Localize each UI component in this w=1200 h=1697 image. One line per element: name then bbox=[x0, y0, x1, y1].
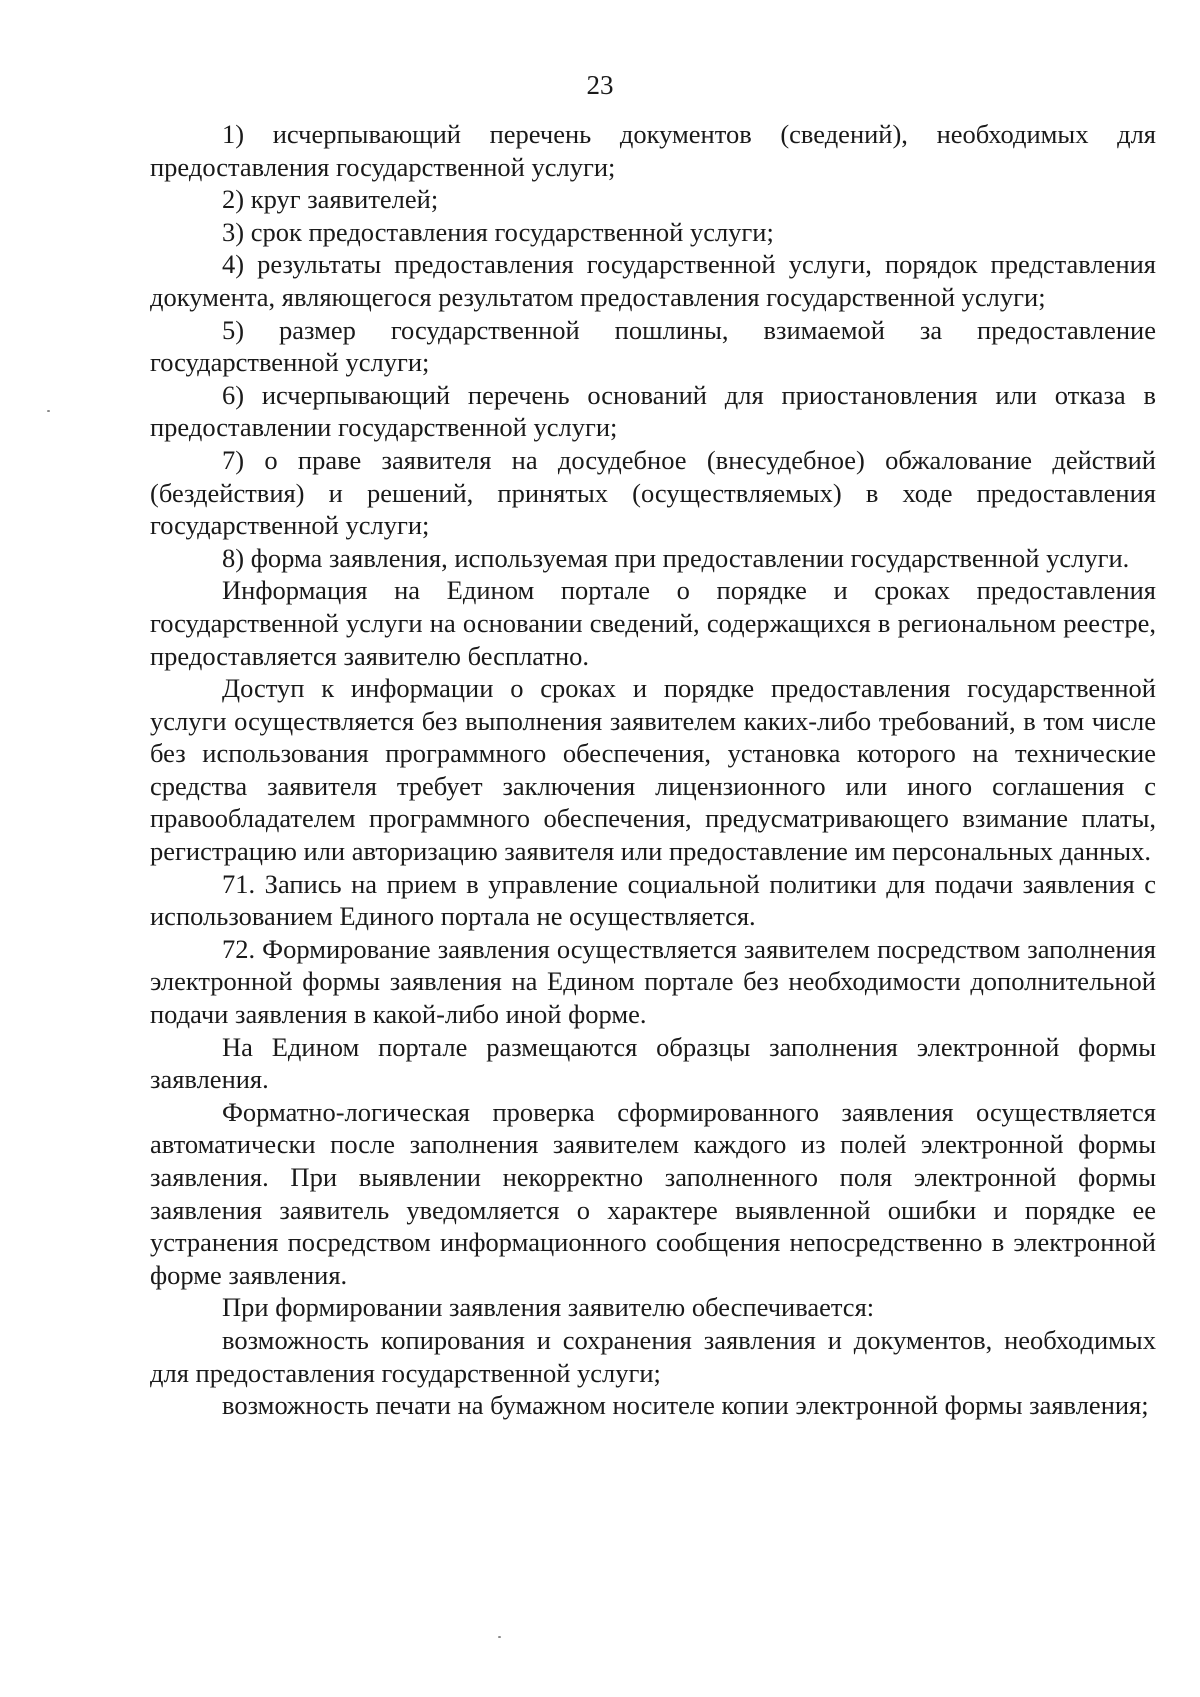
paragraph-item-4: 4) результаты предоставления государственной услуги, порядок представления документа, являющегося результатом предоставления государственной услуги; bbox=[150, 249, 1156, 312]
paragraph-print: возможность печати на бумажном носителе копии электронной формы заявления; bbox=[222, 1390, 1149, 1421]
paragraph-item-1: 1) исчерпывающий перечень документов (сведений), необходимых для предоставления государственной услуги; bbox=[150, 119, 1156, 182]
paragraph-format-check: Форматно-логическая проверка сформированного заявления осуществляется автоматически после заполнения заявителем каждого из полей электронной формы заявления. При выявлении некорректно заполненного поля электронной формы заявления заявитель уведомляется о характере выявленной ошибки и порядке ее устранения посредством информационного сообщения непосредственно в электронной форме заявления. bbox=[150, 1096, 1156, 1290]
paragraph-copy-save: возможность копирования и сохранения заявления и документов, необходимых для предоставления государственной услуги; bbox=[150, 1324, 1156, 1388]
paragraph-item-3: 3) срок предоставления государственной услуги; bbox=[222, 216, 774, 247]
paragraph-info-portal: Информация на Едином портале о порядке и сроках предоставления государственной услуги на основании сведений, содержащихся в региональном реестре, предоставляется заявителю бесплатно. bbox=[150, 575, 1156, 671]
scan-speck-left bbox=[47, 410, 50, 412]
paragraph-item-5: 5) размер государственной пошлины, взимаемой за предоставление государственной услуги; bbox=[150, 314, 1156, 378]
paragraph-access-info: Доступ к информации о сроках и порядке предоставления государственной услуги осуществляется без выполнения заявителем каких-либо требований, в том числе без использования программного обеспечения, установка которого на технические средства заявителя требует заключения лицензионного или иного соглашения с правообладателем программного обеспечения, предусматривающего взимание платы, регистрацию или авторизацию заявителя или предоставление им персональных данных. bbox=[150, 673, 1156, 867]
paragraph-clause-71: 71. Запись на прием в управление социальной политики для подачи заявления с использованием Единого портала не осуществляется. bbox=[150, 868, 1156, 932]
paragraph-provided: При формировании заявления заявителю обеспечивается: bbox=[222, 1292, 875, 1323]
paragraph-item-2: 2) круг заявителей; bbox=[222, 184, 439, 215]
paragraph-item-8: 8) форма заявления, используемая при предоставлении государственной услуги. bbox=[222, 542, 1130, 573]
paragraph-item-7: 7) о праве заявителя на досудебное (внесудебное) обжалование действий (бездействия) и решений, принятых (осуществляемых) в ходе предоставления государственной услуги; bbox=[150, 444, 1156, 541]
document-body bbox=[150, 118, 1156, 1422]
paragraph-samples: На Едином портале размещаются образцы заполнения электронной формы заявления. bbox=[150, 1031, 1156, 1095]
paragraph-item-6: 6) исчерпывающий перечень оснований для приостановления или отказа в предоставлении государственной услуги; bbox=[150, 379, 1156, 443]
page-number: 23 bbox=[586, 70, 614, 100]
paragraph-clause-72: 72. Формирование заявления осуществляется заявителем посредством заполнения электронной формы заявления на Едином портале без необходимости дополнительной подачи заявления в какой-либо иной форме. bbox=[150, 933, 1156, 1030]
scan-speck-bottom bbox=[498, 1636, 501, 1638]
